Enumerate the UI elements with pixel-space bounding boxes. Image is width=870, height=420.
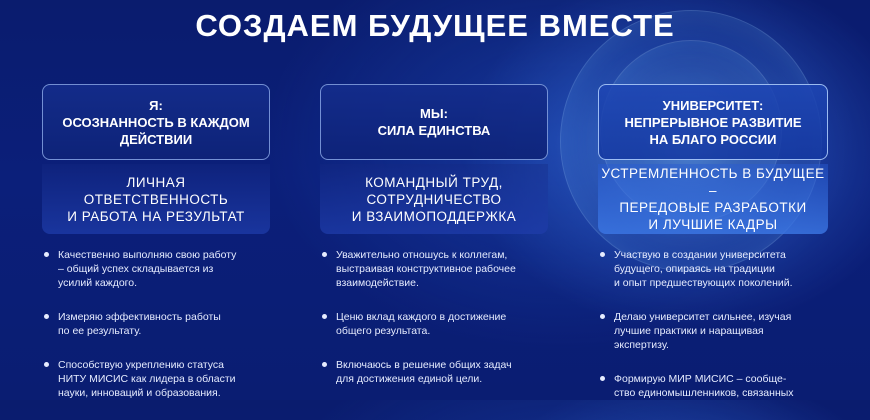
item-line: Включаюсь в решение общих задач xyxy=(336,359,512,371)
subheader-line: ПЕРЕДОВЫЕ РАЗРАБОТКИ xyxy=(619,200,807,215)
column-subheader xyxy=(320,164,548,234)
subheader-line: УСТРЕМЛЕННОСТЬ В БУДУЩЕЕ – xyxy=(601,166,825,198)
subheader-line: И ВЗАИМОПОДДЕРЖКА xyxy=(351,208,517,224)
bullet-dot-icon xyxy=(44,314,49,319)
header-line: НЕПРЕРЫВНОЕ РАЗВИТИЕ xyxy=(624,114,802,130)
header-line: МЫ: xyxy=(420,106,448,121)
bullet-dot-icon xyxy=(600,252,605,257)
page-title: СОЗДАЕМ БУДУЩЕЕ ВМЕСТЕ xyxy=(195,8,675,43)
bullet-dot-icon xyxy=(44,252,49,257)
list-item xyxy=(42,248,270,290)
item-line: для достижения единой цели. xyxy=(336,373,483,385)
subheader-line: ЛИЧНАЯ xyxy=(126,174,186,190)
item-line: Ценю вклад каждого в достижение xyxy=(336,311,507,323)
bullet-list xyxy=(42,248,270,400)
bullet-dot-icon xyxy=(322,314,327,319)
item-line: по ее результату. xyxy=(58,325,142,337)
column-team xyxy=(320,84,548,406)
item-line: науки, инноваций и образования. xyxy=(58,387,221,399)
bullet-dot-icon xyxy=(600,314,605,319)
header-line: НА БЛАГО РОССИИ xyxy=(649,131,777,147)
list-item xyxy=(42,358,270,400)
list-item xyxy=(320,248,548,290)
bullet-dot-icon xyxy=(322,252,327,257)
item-line: усилий каждого. xyxy=(58,277,138,289)
list-item xyxy=(320,358,548,386)
item-line: взаимодействие. xyxy=(336,277,419,289)
subheader-line: СОТРУДНИЧЕСТВО xyxy=(366,191,502,207)
item-line: Измеряю эффективность работы xyxy=(58,311,221,323)
item-line: будущего, опираясь на традиции xyxy=(614,263,775,275)
item-line: лучшие практики и наращивая xyxy=(614,325,764,337)
bullet-list xyxy=(598,248,828,400)
column-header xyxy=(320,84,548,160)
subheader-line: ОТВЕТСТВЕННОСТЬ xyxy=(83,191,229,207)
column-personal xyxy=(42,84,270,420)
header-line: УНИВЕРСИТЕТ: xyxy=(662,97,764,113)
bullet-dot-icon xyxy=(600,376,605,381)
item-line: общего результата. xyxy=(336,325,431,337)
item-line: выстраивая конструктивное рабочее xyxy=(336,263,516,275)
list-item xyxy=(598,310,828,352)
bullet-dot-icon xyxy=(322,362,327,367)
header-line: ДЕЙСТВИИ xyxy=(119,131,193,147)
bullet-list xyxy=(320,248,548,386)
item-line: Способствую укреплению статуса xyxy=(58,359,224,371)
item-line: Участвую в создании университета xyxy=(614,249,786,261)
item-line: ство единомышленников, связанных xyxy=(614,387,794,399)
list-item xyxy=(320,310,548,338)
column-subheader xyxy=(42,164,270,234)
subheader-line: И РАБОТА НА РЕЗУЛЬТАТ xyxy=(67,208,245,224)
column-header xyxy=(598,84,828,160)
header-line: СИЛА ЕДИНСТВА xyxy=(377,123,491,138)
subheader-line: И ЛУЧШИЕ КАДРЫ xyxy=(648,217,778,232)
item-line: и опыт предшествующих поколений. xyxy=(614,277,793,289)
list-item xyxy=(598,372,828,400)
header-line: Я: xyxy=(149,97,163,113)
item-line: Качественно выполняю свою работу xyxy=(58,249,237,261)
column-subheader xyxy=(598,164,828,234)
list-item xyxy=(598,248,828,290)
item-line: НИТУ МИСИС как лидера в области xyxy=(58,373,236,385)
item-line: Формирую МИР МИСИС – сообще- xyxy=(614,373,787,385)
list-item xyxy=(42,310,270,338)
column-header xyxy=(42,84,270,160)
item-line: экспертизу. xyxy=(614,339,669,351)
bullet-dot-icon xyxy=(44,362,49,367)
item-line: Делаю университет сильнее, изучая xyxy=(614,311,792,323)
header-line: ОСОЗНАННОСТЬ В КАЖДОМ xyxy=(62,114,250,130)
subheader-line: КОМАНДНЫЙ ТРУД, xyxy=(365,174,503,190)
item-line: – общий успех складывается из xyxy=(58,263,214,275)
item-line: Уважительно отношусь к коллегам, xyxy=(336,249,508,261)
column-university xyxy=(598,84,828,420)
